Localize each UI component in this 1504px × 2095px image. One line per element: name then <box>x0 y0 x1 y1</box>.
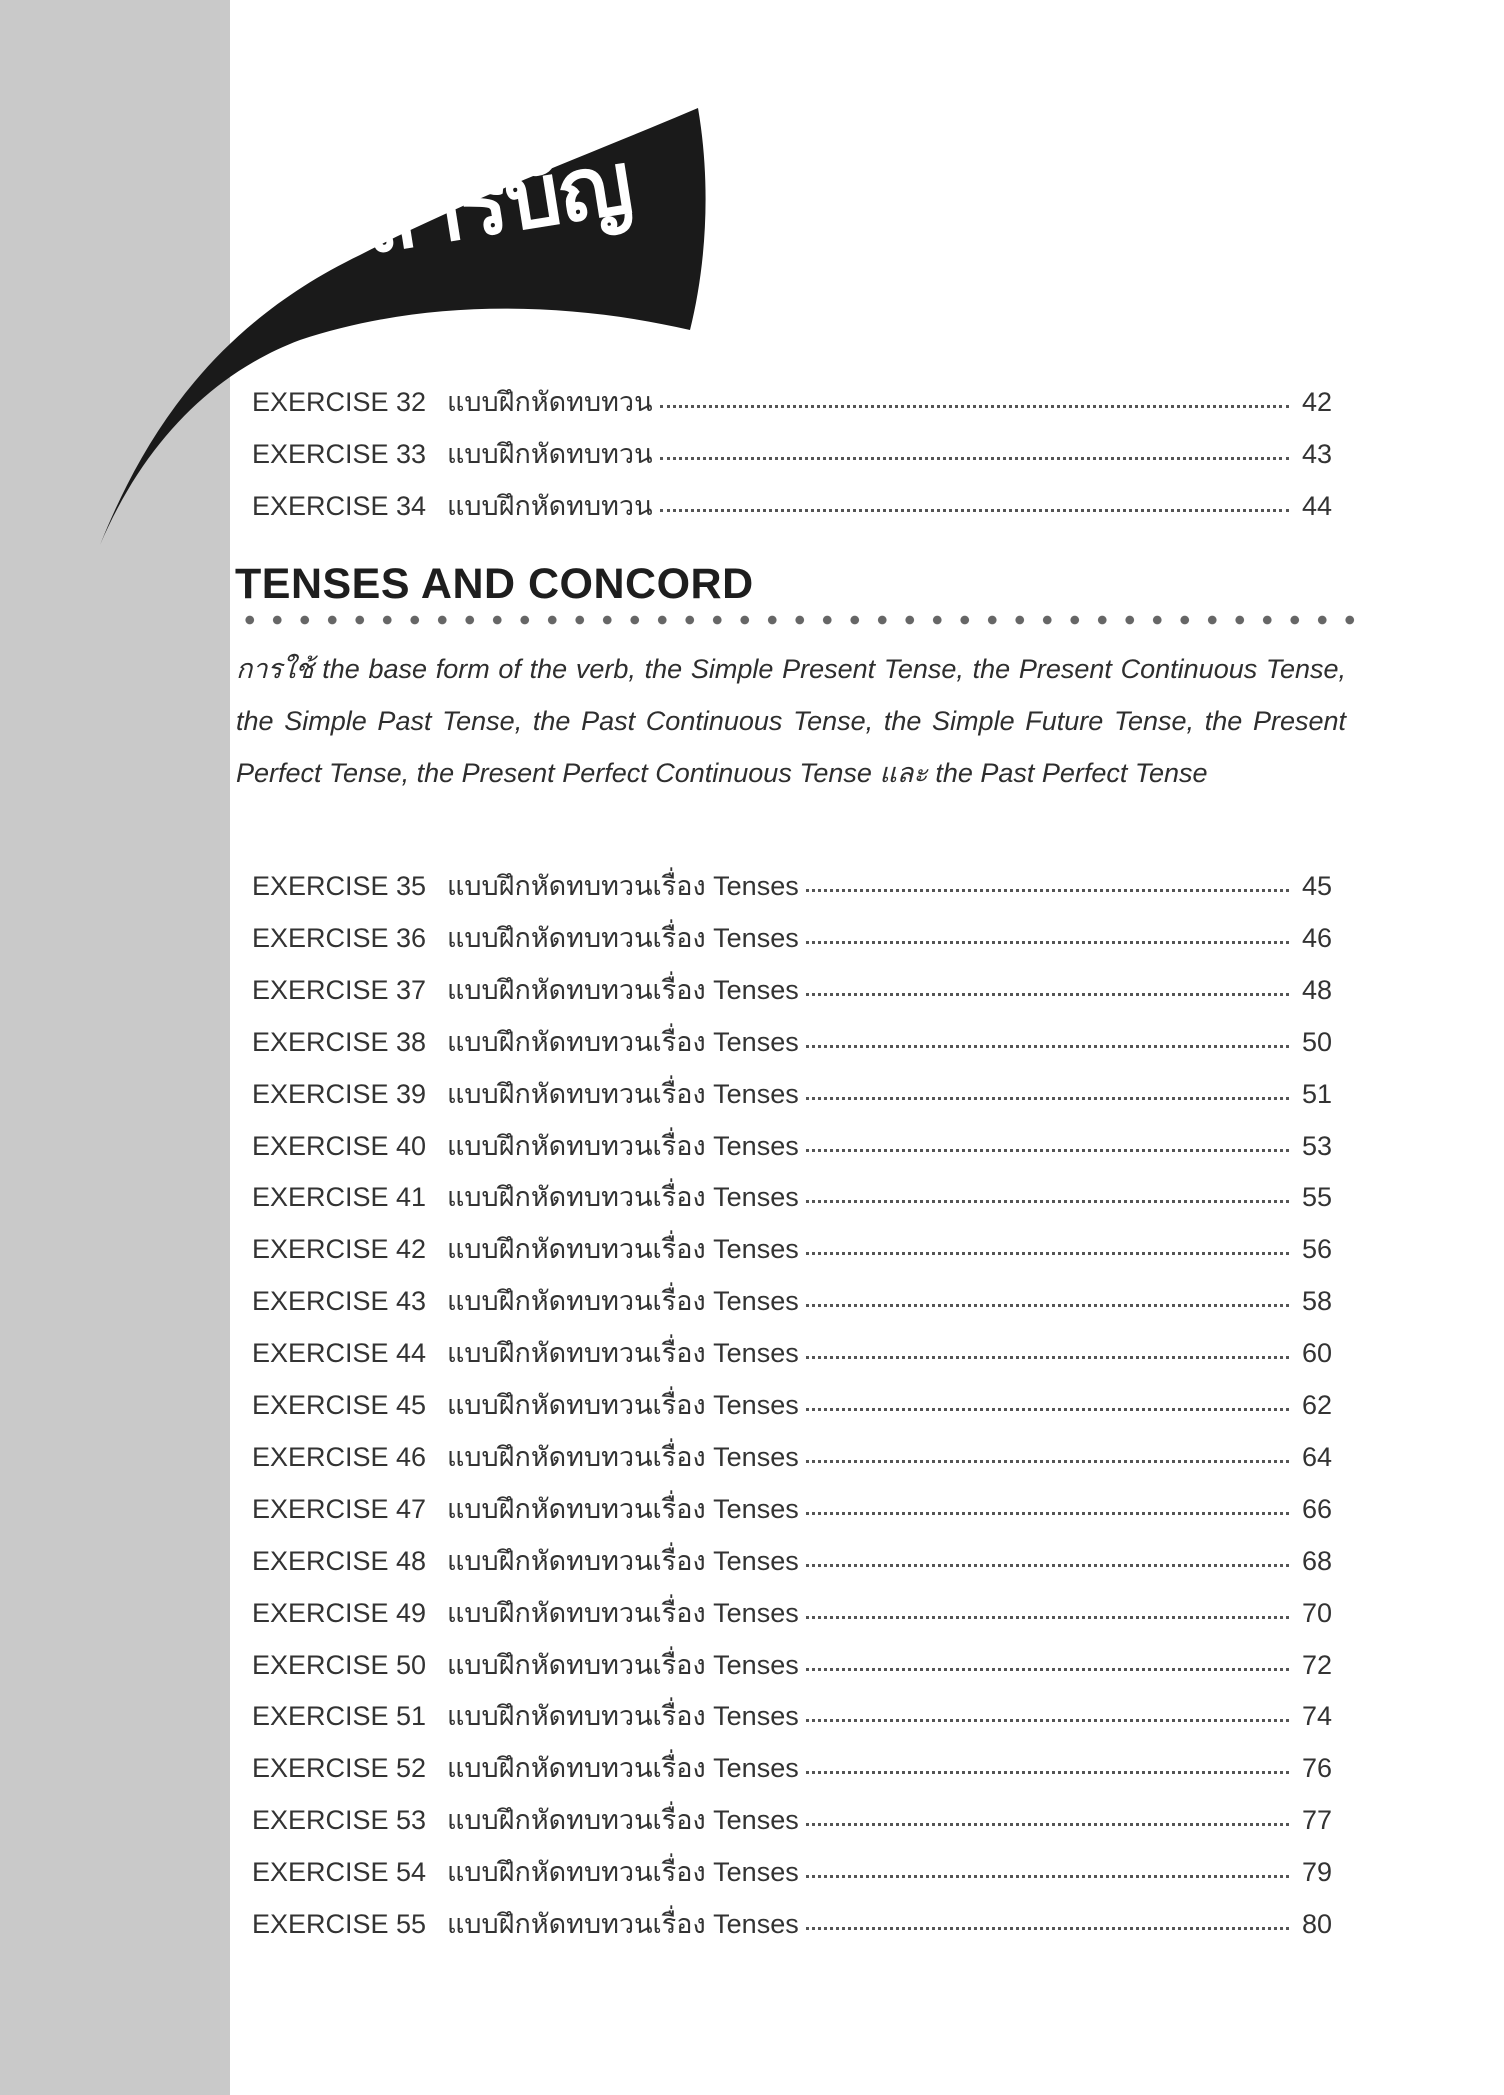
dot-leader <box>806 887 1289 892</box>
exercise-label: EXERCISE 50 <box>252 1649 427 1680</box>
exercise-label: EXERCISE 33 <box>252 439 427 469</box>
dot-leader <box>660 455 1289 460</box>
exercise-title: แบบฝึกหัดทบทวนเรื่อง Tenses <box>447 1286 799 1317</box>
dot-leader <box>806 1873 1289 1878</box>
title-banner <box>0 0 760 560</box>
dot-leader <box>806 1354 1289 1359</box>
exercise-title: แบบฝึกหัดทบทวนเรื่อง Tenses <box>447 1338 799 1369</box>
exercise-label: EXERCISE 43 <box>252 1286 427 1317</box>
toc-entry <box>252 1746 1332 1786</box>
page-number: 58 <box>1301 1286 1332 1317</box>
exercise-label: EXERCISE 41 <box>252 1182 427 1213</box>
exercise-title: แบบฝึกหัดทบทวนเรื่อง Tenses <box>447 974 799 1005</box>
page-number: 56 <box>1301 1234 1332 1265</box>
toc-entry <box>252 864 1332 904</box>
exercise-title: แบบฝึกหัดทบทวนเรื่อง Tenses <box>447 1857 799 1888</box>
page-number: 60 <box>1301 1338 1332 1369</box>
dot-leader <box>806 1769 1289 1774</box>
exercise-title: แบบฝึกหัดทบทวนเรื่อง Tenses <box>447 1649 799 1680</box>
dot-leader <box>806 1821 1289 1826</box>
page-number: 53 <box>1301 1130 1332 1161</box>
exercise-label: EXERCISE 44 <box>252 1338 427 1369</box>
exercise-label: EXERCISE 52 <box>252 1753 427 1784</box>
page-number: 43 <box>1301 439 1332 469</box>
page-number: 64 <box>1301 1441 1332 1472</box>
exercise-title: แบบฝึกหัดทบทวนเรื่อง Tenses <box>447 1597 799 1628</box>
exercise-label: EXERCISE 51 <box>252 1701 427 1732</box>
toc-entry <box>252 1383 1332 1423</box>
toc-entry <box>252 380 1332 420</box>
page-number: 48 <box>1301 974 1332 1005</box>
exercise-label: EXERCISE 35 <box>252 871 427 901</box>
toc-entry <box>252 1175 1332 1215</box>
exercise-label: EXERCISE 32 <box>252 387 427 417</box>
page-number: 66 <box>1301 1493 1332 1524</box>
page-number: 44 <box>1301 491 1332 521</box>
toc-entry <box>252 1694 1332 1734</box>
toc-entry <box>252 916 1332 956</box>
dot-leader <box>806 1925 1289 1930</box>
dot-leader <box>806 1043 1289 1048</box>
dot-leader <box>806 1458 1289 1463</box>
page-title: สารบัญ <box>355 132 639 274</box>
page-number: 79 <box>1301 1857 1332 1888</box>
exercise-label: EXERCISE 42 <box>252 1234 427 1265</box>
section-heading: TENSES AND CONCORD <box>235 560 754 608</box>
exercise-label: EXERCISE 53 <box>252 1805 427 1836</box>
toc-entry <box>252 1227 1332 1267</box>
dot-leader <box>806 1250 1289 1255</box>
exercise-title: แบบฝึกหัดทบทวนเรื่อง Tenses <box>447 871 799 901</box>
toc-entry <box>252 1435 1332 1475</box>
exercise-label: EXERCISE 38 <box>252 1026 427 1057</box>
dot-leader <box>806 939 1289 944</box>
dot-leader <box>806 1717 1289 1722</box>
page-number: 76 <box>1301 1753 1332 1784</box>
dot-leader <box>806 1302 1289 1307</box>
toc-entry <box>252 484 1332 524</box>
exercise-title: แบบฝึกหัดทบทวนเรื่อง Tenses <box>447 922 799 953</box>
dot-leader <box>806 1095 1289 1100</box>
exercise-title: แบบฝึกหัดทบทวนเรื่อง Tenses <box>447 1545 799 1576</box>
section-description: การใช้ the base form of the verb, the Simple Present Tense, the Present Continuous Tense, the Simple Past Tense, the Past Continuous Tense, the Simple Future Tense, the Present Perfect Tense, the Present Perfect Continuous Tense และ the Past Perfect Tense <box>236 654 1346 788</box>
toc-entry <box>252 1124 1332 1164</box>
exercise-title: แบบฝึกหัดทบทวนเรื่อง Tenses <box>447 1026 799 1057</box>
page-number: 72 <box>1301 1649 1332 1680</box>
exercise-title: แบบฝึกหัดทบทวนเรื่อง Tenses <box>447 1909 799 1939</box>
dot-leader <box>806 1198 1289 1203</box>
toc-entry <box>252 432 1332 472</box>
exercise-label: EXERCISE 49 <box>252 1597 427 1628</box>
dot-leader <box>806 1406 1289 1411</box>
page-number: 46 <box>1301 922 1332 953</box>
toc-entry <box>252 1643 1332 1683</box>
dotted-separator <box>236 614 1356 626</box>
page-number: 51 <box>1301 1078 1332 1109</box>
exercise-title: แบบฝึกหัดทบทวน <box>447 491 653 521</box>
exercise-label: EXERCISE 40 <box>252 1130 427 1161</box>
toc-entry <box>252 1487 1332 1527</box>
page-number: 68 <box>1301 1545 1332 1576</box>
exercise-label: EXERCISE 48 <box>252 1545 427 1576</box>
exercise-label: EXERCISE 46 <box>252 1441 427 1472</box>
dot-leader <box>806 991 1289 996</box>
page-number: 74 <box>1301 1701 1332 1732</box>
dot-leader <box>806 1147 1289 1152</box>
page-number: 80 <box>1301 1909 1332 1939</box>
exercise-label: EXERCISE 34 <box>252 491 427 521</box>
toc-entry <box>252 1850 1332 1890</box>
dot-leader <box>806 1666 1289 1671</box>
exercise-title: แบบฝึกหัดทบทวนเรื่อง Tenses <box>447 1441 799 1472</box>
page-number: 42 <box>1301 387 1332 417</box>
dot-leader <box>660 403 1289 408</box>
toc-entry <box>252 968 1332 1008</box>
toc-entry <box>252 1798 1332 1838</box>
toc-entry <box>252 1279 1332 1319</box>
exercise-title: แบบฝึกหัดทบทวนเรื่อง Tenses <box>447 1701 799 1732</box>
toc-entry <box>252 1591 1332 1631</box>
dot-leader <box>806 1562 1289 1567</box>
exercise-title: แบบฝึกหัดทบทวนเรื่อง Tenses <box>447 1390 799 1420</box>
exercise-title: แบบฝึกหัดทบทวนเรื่อง Tenses <box>447 1078 799 1109</box>
exercise-label: EXERCISE 37 <box>252 974 427 1005</box>
exercise-title: แบบฝึกหัดทบทวนเรื่อง Tenses <box>447 1182 799 1213</box>
page-number: 77 <box>1301 1805 1332 1836</box>
page-number: 45 <box>1301 871 1332 901</box>
exercise-label: EXERCISE 47 <box>252 1493 427 1524</box>
exercise-label: EXERCISE 54 <box>252 1857 427 1888</box>
toc-entry <box>252 1331 1332 1371</box>
exercise-title: แบบฝึกหัดทบทวนเรื่อง Tenses <box>447 1234 799 1265</box>
toc-entry <box>252 1072 1332 1112</box>
exercise-title: แบบฝึกหัดทบทวนเรื่อง Tenses <box>447 1130 799 1161</box>
exercise-title: แบบฝึกหัดทบทวน <box>447 439 653 469</box>
exercise-label: EXERCISE 55 <box>252 1909 427 1939</box>
exercise-label: EXERCISE 36 <box>252 922 427 953</box>
dot-leader <box>806 1510 1289 1515</box>
toc-entry <box>252 1902 1332 1942</box>
page-number: 55 <box>1301 1182 1332 1213</box>
exercise-title: แบบฝึกหัดทบทวน <box>447 387 653 417</box>
exercise-title: แบบฝึกหัดทบทวนเรื่อง Tenses <box>447 1805 799 1836</box>
exercise-title: แบบฝึกหัดทบทวนเรื่อง Tenses <box>447 1753 799 1784</box>
page-number: 70 <box>1301 1597 1332 1628</box>
exercise-label: EXERCISE 45 <box>252 1390 427 1420</box>
toc-entry <box>252 1539 1332 1579</box>
dot-leader <box>806 1614 1289 1619</box>
dot-leader <box>660 507 1289 512</box>
page-number: 62 <box>1301 1390 1332 1420</box>
page-number: 50 <box>1301 1026 1332 1057</box>
exercise-label: EXERCISE 39 <box>252 1078 427 1109</box>
toc-entry <box>252 1020 1332 1060</box>
exercise-title: แบบฝึกหัดทบทวนเรื่อง Tenses <box>447 1493 799 1524</box>
